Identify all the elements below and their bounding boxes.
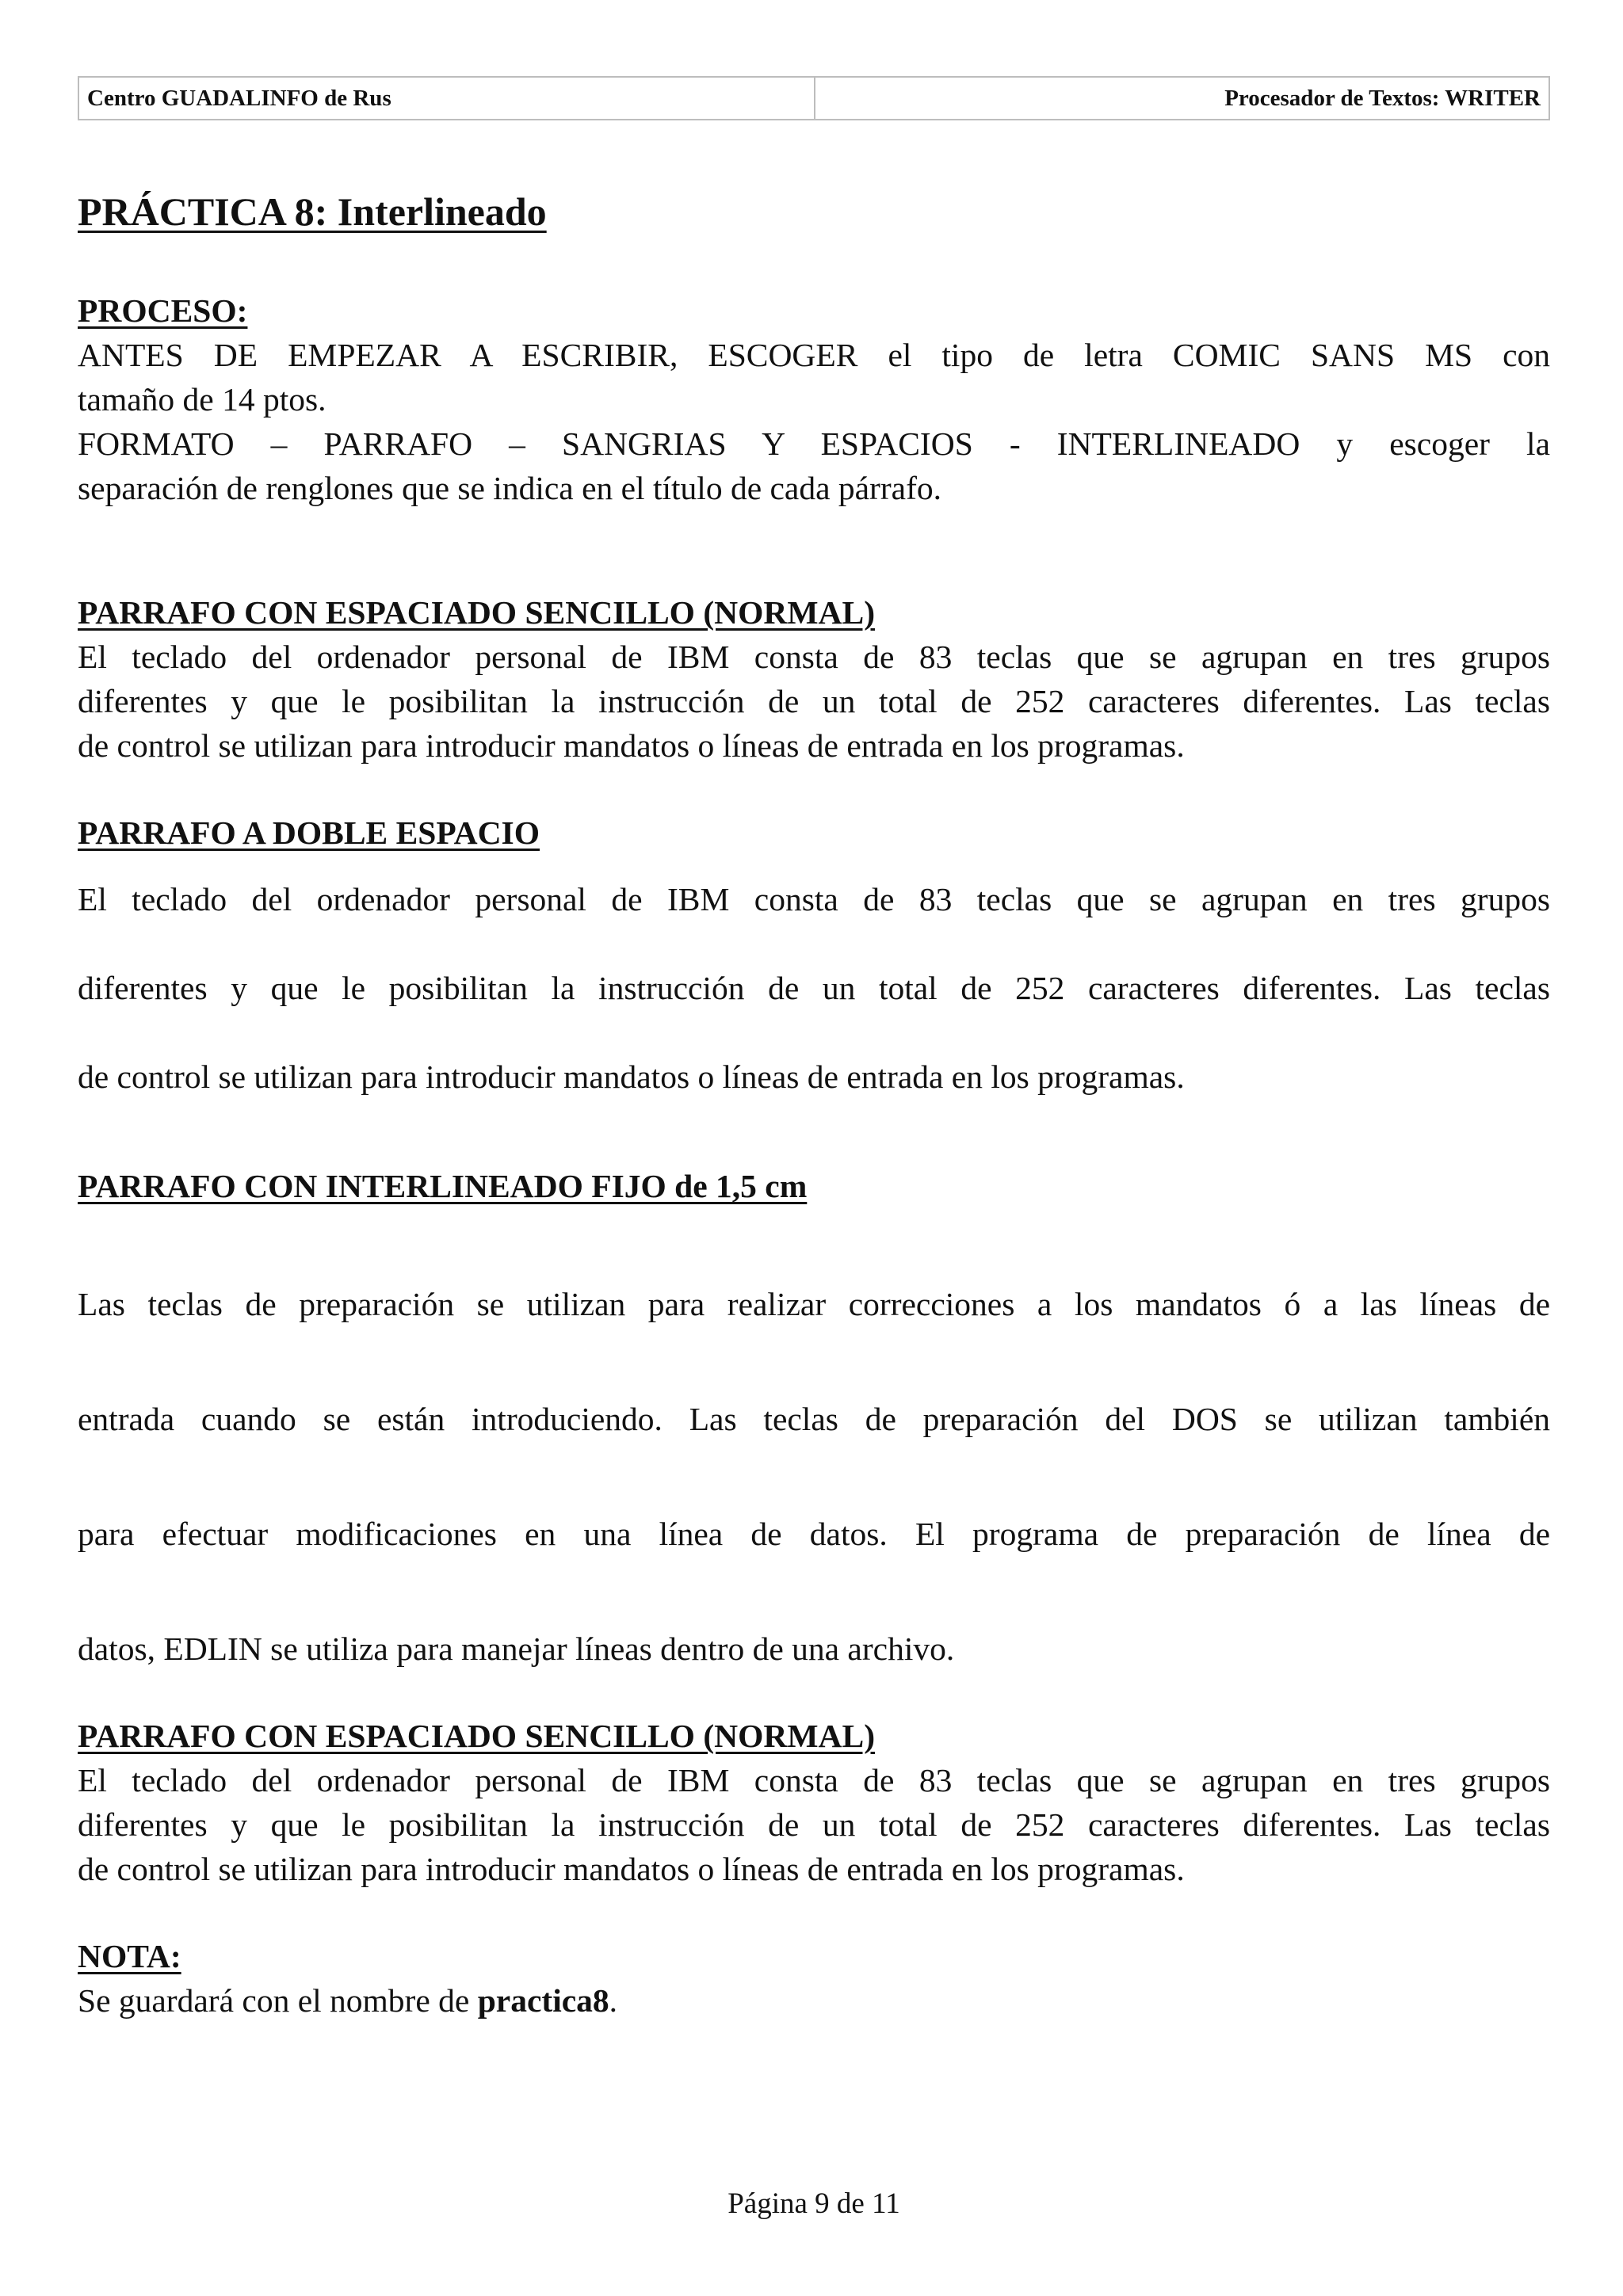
- header-right-cell: Procesador de Textos: WRITER: [1224, 85, 1541, 111]
- proceso-line: tamaño de 14 ptos.: [78, 381, 327, 418]
- proceso-line: FORMATO – PARRAFO – SANGRIAS Y ESPACIOS - INTERLINEADO y escoger la: [78, 425, 1550, 462]
- section-single-spacing-repeat: [78, 1714, 1550, 1891]
- paragraph-line: diferentes y que le posibilitan la instrucción de un total de 252 caracteres diferentes. Las teclas: [78, 970, 1550, 1006]
- paragraph-line: El teclado del ordenador personal de IBM consta de 83 teclas que se agrupan en tres grupos: [78, 639, 1550, 675]
- paragraph-line: diferentes y que le posibilitan la instrucción de un total de 252 caracteres diferentes. Las teclas: [78, 1806, 1550, 1843]
- section-single-spacing: [78, 590, 1550, 768]
- page-header-table: [78, 76, 1550, 120]
- section-heading: PARRAFO CON ESPACIADO SENCILLO (NORMAL): [78, 594, 876, 631]
- section-fixed-spacing-body: [78, 1247, 1550, 1707]
- nota-filename: practica8: [477, 1982, 609, 2019]
- page-title: PRÁCTICA 8: Interlineado: [78, 189, 547, 234]
- paragraph-line: datos, EDLIN se utiliza para manejar líneas dentro de una archivo.: [78, 1630, 955, 1667]
- nota-text-before: Se guardará con el nombre de: [78, 1982, 478, 2019]
- paragraph-line: para efectuar modificaciones en una línea de datos. El programa de preparación de línea de: [78, 1516, 1550, 1552]
- section-heading: PARRAFO CON ESPACIADO SENCILLO (NORMAL): [78, 1718, 876, 1754]
- paragraph-line: de control se utilizan para introducir mandatos o líneas de entrada en los programas.: [78, 727, 1185, 764]
- paragraph-line: El teclado del ordenador personal de IBM consta de 83 teclas que se agrupan en tres grupos: [78, 1762, 1550, 1798]
- section-double-spacing: [78, 810, 1550, 855]
- nota-heading: NOTA:: [78, 1938, 181, 1974]
- proceso-line: ANTES DE EMPEZAR A ESCRIBIR, ESCOGER el tipo de letra COMIC SANS MS con: [78, 337, 1550, 373]
- section-heading: PARRAFO CON INTERLINEADO FIJO de 1,5 cm: [78, 1168, 808, 1204]
- nota-text-after: .: [609, 1982, 618, 2019]
- section-heading: PARRAFO A DOBLE ESPACIO: [78, 814, 540, 851]
- paragraph-line: diferentes y que le posibilitan la instrucción de un total de 252 caracteres diferentes. Las teclas: [78, 683, 1550, 719]
- paragraph-line: de control se utilizan para introducir mandatos o líneas de entrada en los programas.: [78, 1851, 1185, 1887]
- paragraph-line: entrada cuando se están introduciendo. Las teclas de preparación del DOS se utilizan también: [78, 1401, 1550, 1437]
- header-left-cell: Centro GUADALINFO de Rus: [79, 78, 815, 119]
- proceso-section: [78, 288, 1550, 510]
- proceso-line: separación de renglones que se indica en el título de cada párrafo.: [78, 470, 942, 506]
- section-fixed-spacing: [78, 1164, 1550, 1208]
- proceso-heading: PROCESO:: [78, 292, 248, 329]
- paragraph-line: Las teclas de preparación se utilizan para realizar correcciones a los mandatos ó a las líneas de: [78, 1286, 1550, 1322]
- nota-text: [78, 1978, 1550, 2023]
- paragraph-line: de control se utilizan para introducir mandatos o líneas de entrada en los programas.: [78, 1058, 1185, 1095]
- nota-section: [78, 1934, 1550, 2023]
- section-double-spacing-body: [78, 855, 1550, 1121]
- document-page: [78, 0, 1550, 2296]
- paragraph-line: El teclado del ordenador personal de IBM consta de 83 teclas que se agrupan en tres grupos: [78, 881, 1550, 917]
- page-number: Página 9 de 11: [727, 2187, 900, 2220]
